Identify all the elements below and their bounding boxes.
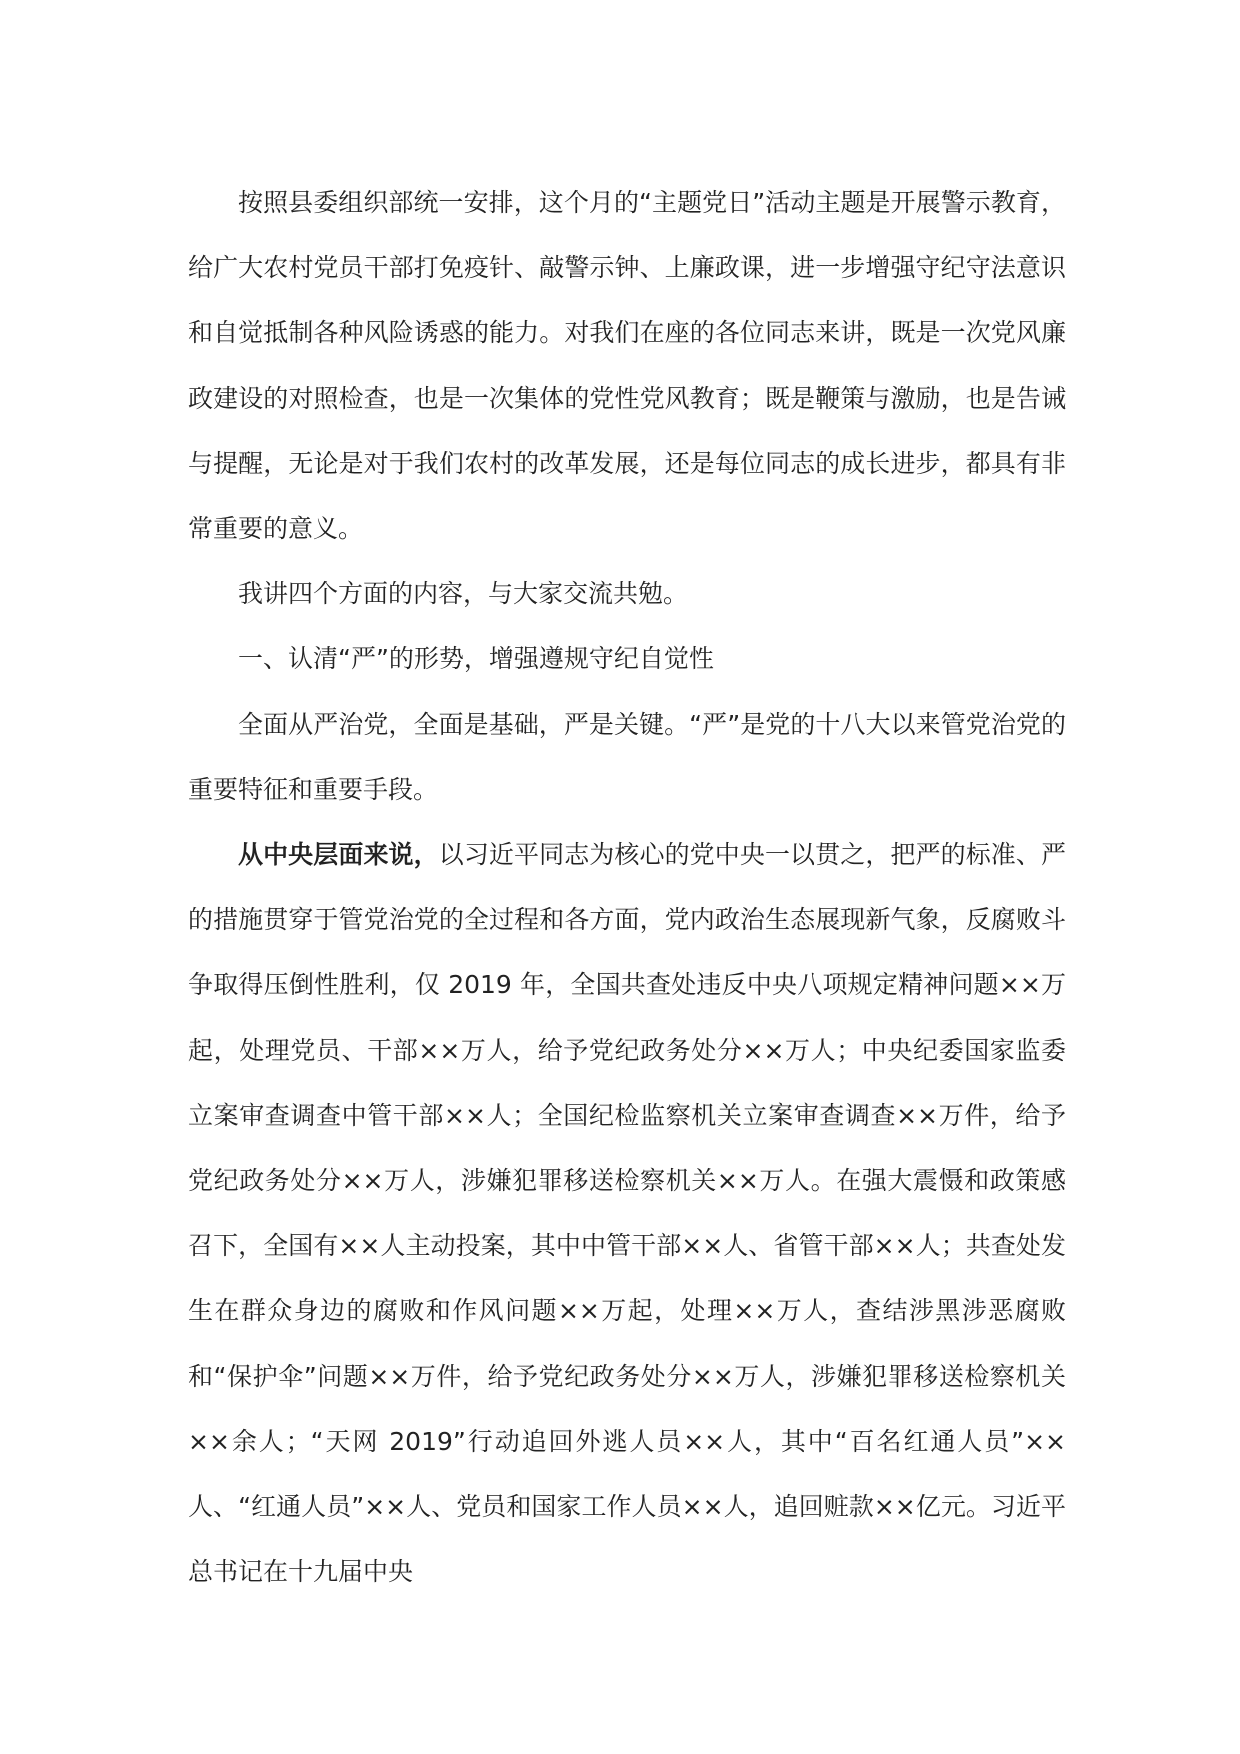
paragraph-central-level-text: 以习近平同志为核心的党中央一以贯之，把严的标准、严的措施贯穿于管党治党的全过程和各方面，党内政治生态展现新气象，反腐败斗争取得压倒性胜利，仅 2019 年，全国共查处违反中央八项规定精神问题××万起，处理党员、干部××万人，给予党纪政务处分××万人；中央纪委国家监委立案审查调查中管干部××人；全国纪检监察机关立案审查调查××万件，给予党纪政务处分××万人，涉嫌犯罪移送检察机关××万人。在强大震慑和政策感召下，全国有××人主动投案，其中中管干部××人、省管干部××人；共查处发生在群众身边的腐败和作风问题××万起，处理××万人，查结涉黑涉恶腐败和“保护伞”问题××万件，给予党纪政务处分××万人，涉嫌犯罪移送检察机关××余人；“天网 2019”行动追回外逃人员××人，其中“百名红通人员”××人、“红通人员”××人、党员和国家工作人员××人，追回赃款××亿元。习近平总书记在十九届中央 [188, 840, 1066, 1587]
paragraph-outline: 我讲四个方面的内容，与大家交流共勉。 [238, 579, 689, 609]
paragraph-lead-bold: 从中央层面来说， [238, 840, 439, 870]
paragraph-central-level [188, 822, 1066, 1604]
section-heading-1: 一、认清“严”的形势，增强遵规守纪自觉性 [238, 644, 714, 674]
paragraph-intro: 按照县委组织部统一安排，这个月的“主题党日”活动主题是开展警示教育，给广大农村党员干部打免疫针、敲警示钟、上廉政课，进一步增强守纪守法意识和自觉抵制各种风险诱惑的能力。对我们在座的各位同志来讲，既是一次党风廉政建设的对照检查，也是一次集体的党性党风教育；既是鞭策与激励，也是告诫与提醒，无论是对于我们农村的改革发展，还是每位同志的成长进步，都具有非常重要的意义。 [188, 188, 1066, 544]
document-body [188, 170, 1066, 1604]
paragraph-strict-governance: 全面从严治党，全面是基础，严是关键。“严”是党的十八大以来管党治党的重要特征和重要手段。 [188, 709, 1066, 804]
